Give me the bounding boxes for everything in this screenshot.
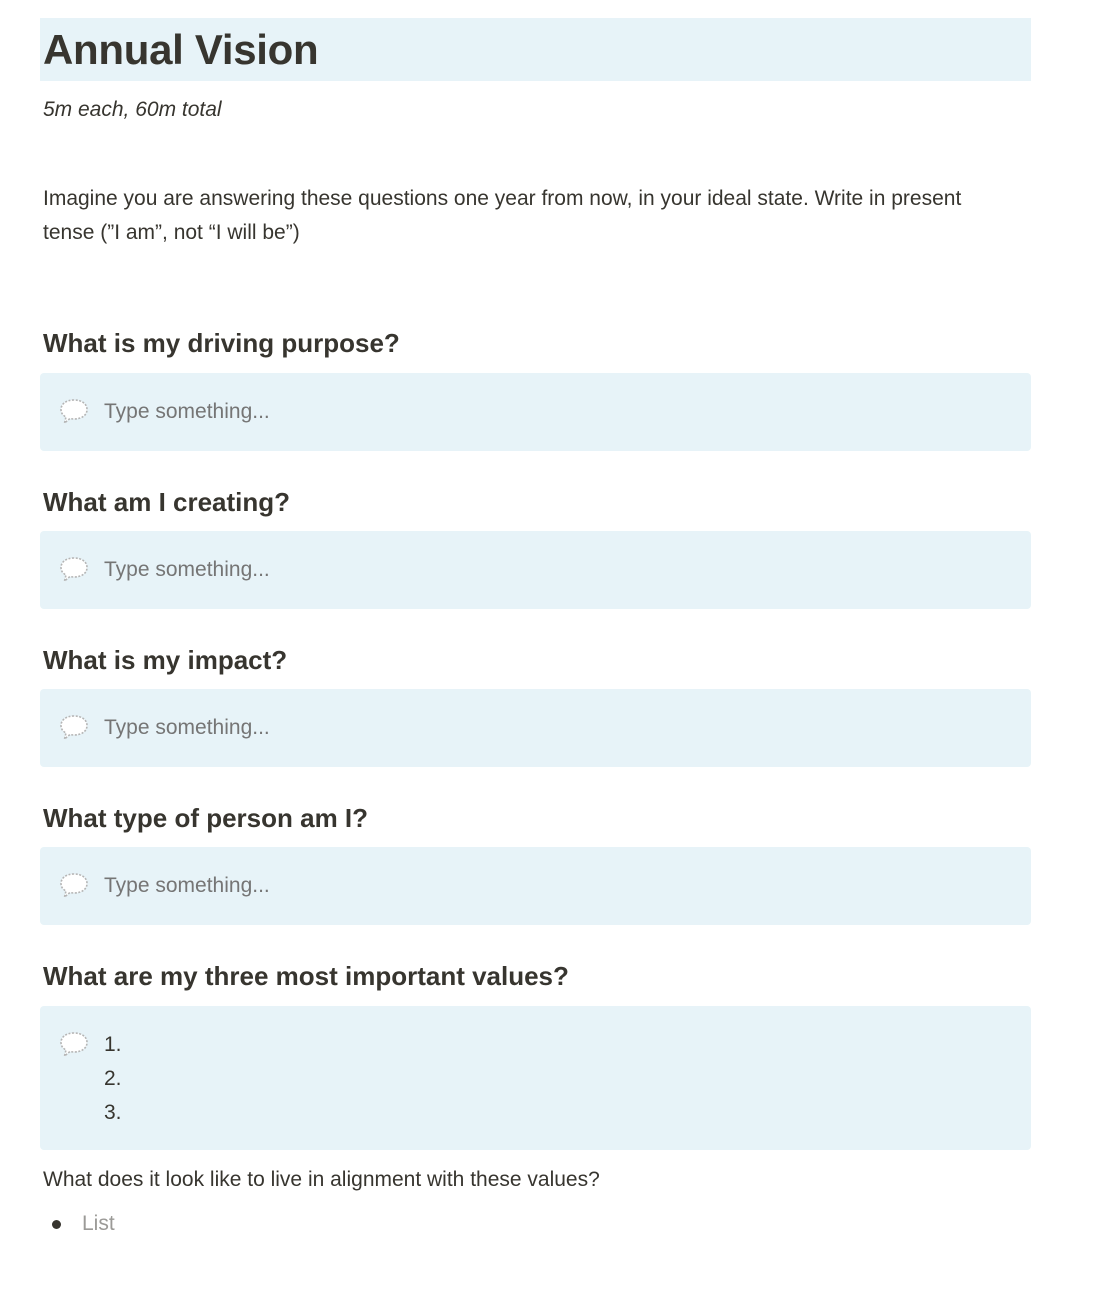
question-heading-impact[interactable]: What is my impact? xyxy=(43,645,288,675)
speech-balloon-icon[interactable] xyxy=(58,397,90,427)
callout-driving-purpose[interactable] xyxy=(40,373,1031,451)
bulleted-list-placeholder[interactable]: List xyxy=(82,1212,115,1235)
callout-values[interactable] xyxy=(40,1006,1031,1150)
speech-balloon-icon[interactable] xyxy=(58,555,90,585)
page-title[interactable]: Annual Vision xyxy=(43,26,319,73)
question-heading-creating[interactable]: What am I creating? xyxy=(43,487,291,517)
question-heading-driving-purpose[interactable]: What is my driving purpose? xyxy=(43,328,400,358)
callout-person-type[interactable] xyxy=(40,847,1031,925)
followup-question[interactable]: What does it look like to live in alignment with these values? xyxy=(43,1168,600,1191)
values-list-item[interactable]: 2. xyxy=(104,1067,122,1090)
speech-balloon-icon[interactable] xyxy=(58,713,90,743)
bulleted-list-item[interactable] xyxy=(52,1207,115,1241)
person-type-input[interactable] xyxy=(104,869,984,903)
values-list[interactable] xyxy=(104,1028,122,1130)
values-list-item[interactable]: 3. xyxy=(104,1101,122,1124)
callout-impact[interactable] xyxy=(40,689,1031,767)
creating-input[interactable] xyxy=(104,553,984,587)
page-title-block[interactable] xyxy=(40,18,1031,81)
page-subtitle[interactable]: 5m each, 60m total xyxy=(43,98,222,121)
speech-balloon-icon[interactable] xyxy=(58,871,90,901)
speech-balloon-icon[interactable] xyxy=(58,1030,90,1060)
intro-paragraph[interactable]: Imagine you are answering these questions one year from now, in your ideal state. Write in present tense (”I am”, not “I will be”) xyxy=(43,187,962,244)
values-list-item[interactable]: 1. xyxy=(104,1033,122,1056)
bullet-dot-icon xyxy=(52,1220,61,1229)
impact-input[interactable] xyxy=(104,711,984,745)
question-heading-values[interactable]: What are my three most important values? xyxy=(43,961,569,991)
callout-creating[interactable] xyxy=(40,531,1031,609)
question-heading-person-type[interactable]: What type of person am I? xyxy=(43,803,369,833)
driving-purpose-input[interactable] xyxy=(104,395,984,429)
